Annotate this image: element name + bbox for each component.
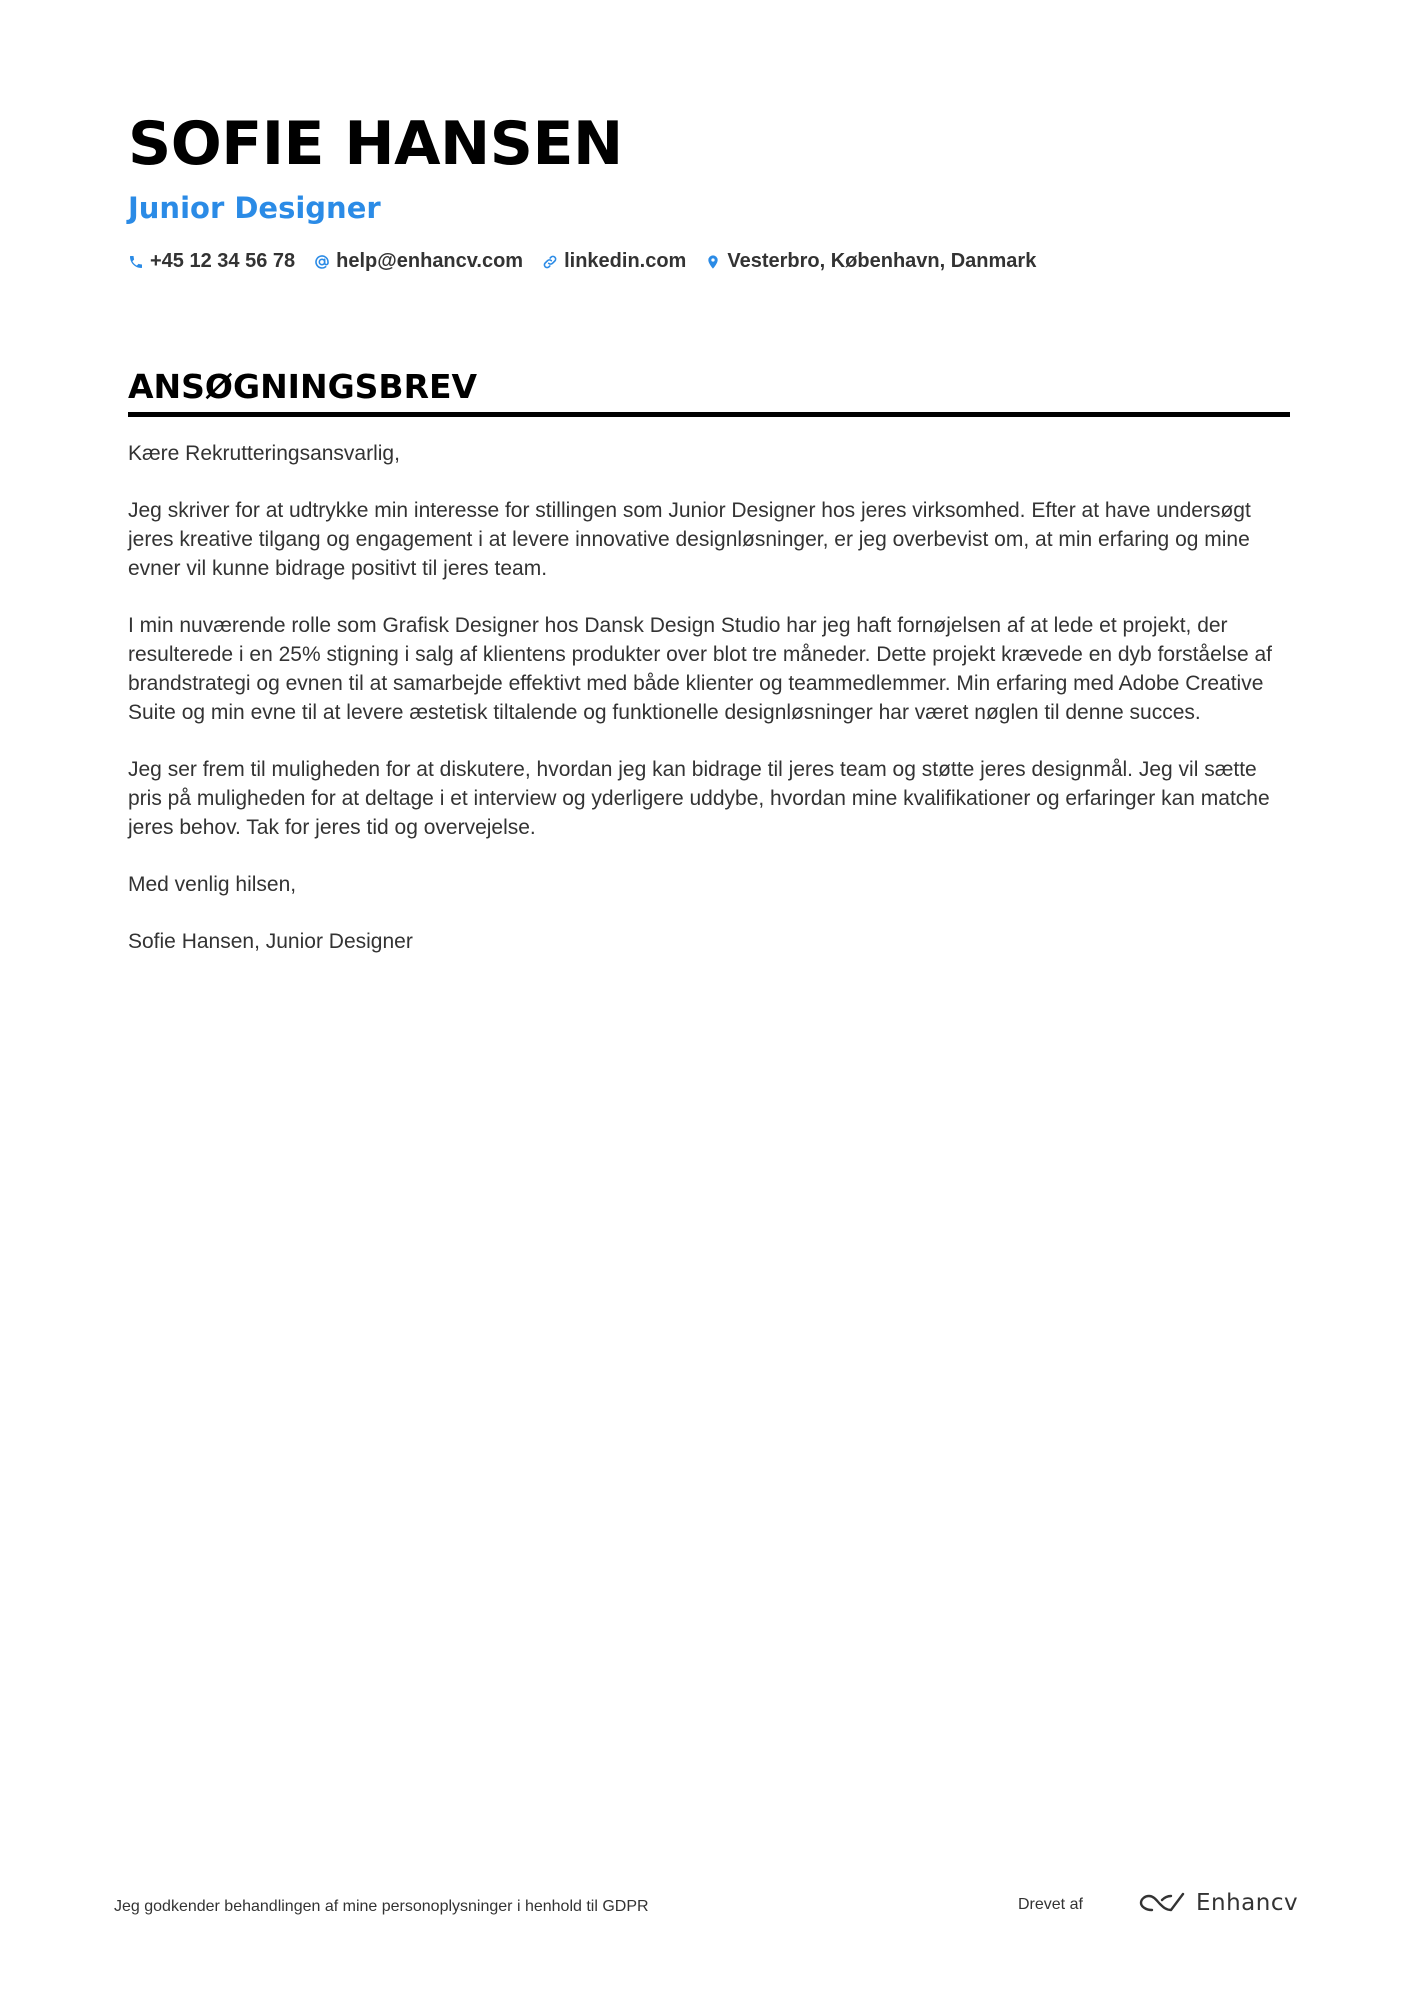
- at-icon: [314, 254, 330, 270]
- link-icon: [542, 254, 558, 270]
- email-address: help@enhancv.com: [336, 250, 524, 272]
- location-pin-icon: [705, 254, 721, 270]
- salutation: Kære Rekrutteringsansvarlig,: [128, 442, 400, 465]
- paragraph-experience: I min nuværende rolle som Grafisk Designer hos Dansk Design Studio har jeg haft fornøjelsen af at lede et projekt, der resulterede i en 25% stigning i salg af klientens produkter over blot tre måneder. Dette projekt krævede en dyb forståelse af brandstrategi og evnen til at samarbejde effektivt med både klienter og teammedlemmer. Min erfaring med Adobe Creative Suite og min evne til at levere æstetisk tiltalende og funktionelle designløsninger har været nøglen til denne succes.: [128, 614, 1272, 724]
- section-heading: ANSØGNINGSBREV: [128, 366, 1290, 417]
- letter-body: [128, 439, 1290, 956]
- contact-email: [314, 250, 523, 273]
- paragraph-intro: Jeg skriver for at udtrykke min interesse for stillingen som Junior Designer hos jeres virksomhed. Efter at have undersøgt jeres kreative tilgang og engagement i at levere innovative designløsninger, er jeg overbevist om, at min erfaring og mine evner vil kunne bidrage positivt til jeres team.: [128, 499, 1251, 580]
- contact-location: [705, 250, 1036, 273]
- candidate-name: SOFIE HANSEN: [128, 109, 623, 179]
- job-title: Junior Designer: [128, 191, 381, 225]
- contact-linkedin: [542, 250, 686, 273]
- header: [128, 108, 1288, 273]
- powered-by-label: Drevet af: [1018, 1896, 1083, 1913]
- signature: Sofie Hansen, Junior Designer: [128, 930, 413, 953]
- enhancv-logo-icon: [1138, 1890, 1186, 1916]
- footer: [114, 1888, 1299, 1928]
- location-text: Vesterbro, København, Danmark: [727, 250, 1037, 272]
- cover-letter-section: [128, 366, 1290, 984]
- contact-bar: [128, 250, 1288, 273]
- phone-number: +45 12 34 56 78: [150, 250, 296, 272]
- gdpr-consent-text: Jeg godkender behandlingen af mine personoplysninger i henhold til GDPR: [114, 1898, 649, 1915]
- linkedin-url: linkedin.com: [564, 250, 687, 272]
- contact-phone: [128, 250, 295, 273]
- brand-name: Enhancv: [1196, 1890, 1299, 1916]
- paragraph-closing: Jeg ser frem til muligheden for at diskutere, hvordan jeg kan bidrage til jeres team og støtte jeres designmål. Jeg vil sætte pris på muligheden for at deltage i et interview og yderligere uddybe, hvordan mine kvalifikationer og erfaringer kan matche jeres behov. Tak for jeres tid og overvejelse.: [128, 758, 1270, 839]
- closing-phrase: Med venlig hilsen,: [128, 873, 297, 896]
- phone-icon: [128, 254, 144, 270]
- brand-logo[interactable]: [1138, 1890, 1298, 1916]
